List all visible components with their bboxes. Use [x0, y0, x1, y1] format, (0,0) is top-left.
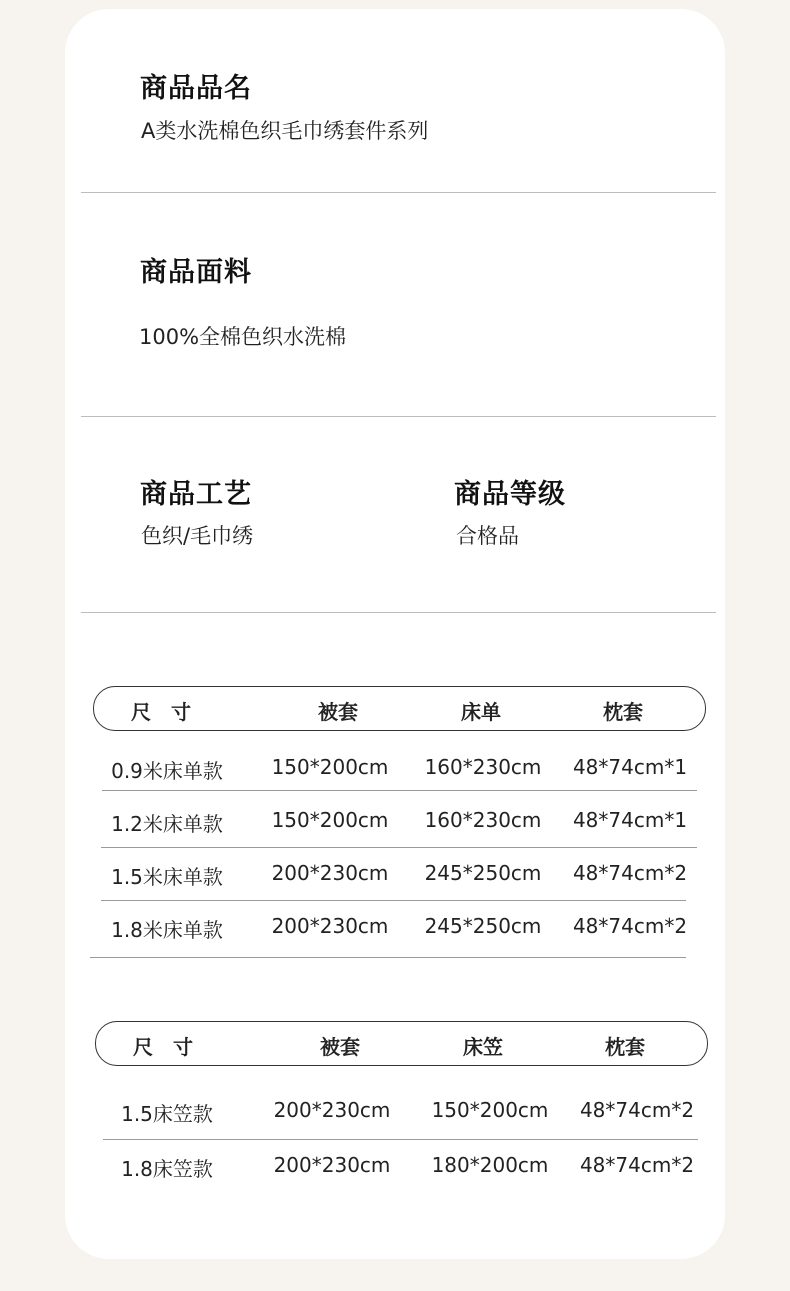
table2-header-fitted-sheet: 床笠 — [463, 1035, 503, 1059]
table1-header-size: 尺 寸 — [131, 700, 191, 724]
row-divider — [90, 957, 686, 958]
table2-header-duvet: 被套 — [320, 1035, 360, 1059]
product-name-heading: 商品品名 — [140, 73, 252, 104]
table-cell: 1.8床笠款 — [121, 1157, 213, 1181]
row-divider — [101, 900, 686, 901]
divider — [81, 612, 716, 613]
table-cell: 48*74cm*2 — [579, 1098, 695, 1122]
row-divider — [103, 1139, 698, 1140]
table-cell: 150*200cm — [271, 808, 389, 832]
table-cell: 150*200cm — [271, 755, 389, 779]
table1-header-sheet: 床单 — [461, 700, 501, 724]
table1-header-pillowcase: 枕套 — [603, 700, 643, 724]
product-info-card — [65, 9, 725, 1259]
table-cell: 48*74cm*2 — [572, 914, 688, 938]
table2-header-size: 尺 寸 — [133, 1035, 193, 1059]
product-name-value: A类水洗棉色织毛巾绣套件系列 — [141, 119, 429, 143]
craft-value: 色织/毛巾绣 — [141, 524, 254, 548]
table-cell: 150*200cm — [431, 1098, 549, 1122]
row-divider — [102, 790, 697, 791]
table-cell: 1.8米床单款 — [111, 918, 223, 942]
grade-heading: 商品等级 — [454, 479, 566, 510]
table-cell: 160*230cm — [424, 755, 542, 779]
table-cell: 0.9米床单款 — [111, 759, 223, 783]
table-cell: 200*230cm — [273, 1098, 391, 1122]
table-cell: 1.5米床单款 — [111, 865, 223, 889]
table-cell: 200*230cm — [271, 861, 389, 885]
table-cell: 48*74cm*1 — [572, 808, 688, 832]
table-cell: 160*230cm — [424, 808, 542, 832]
fabric-value: 100%全棉色织水洗棉 — [139, 325, 347, 349]
table1-header-duvet: 被套 — [318, 700, 358, 724]
craft-heading: 商品工艺 — [140, 479, 252, 510]
table-cell: 200*230cm — [273, 1153, 391, 1177]
fabric-heading: 商品面料 — [140, 257, 252, 288]
table-cell: 245*250cm — [424, 861, 542, 885]
table-cell: 1.2米床单款 — [111, 812, 223, 836]
table-cell: 48*74cm*2 — [579, 1153, 695, 1177]
table-cell: 48*74cm*2 — [572, 861, 688, 885]
grade-value: 合格品 — [456, 524, 519, 548]
table2-header-pillowcase: 枕套 — [605, 1035, 645, 1059]
table-cell: 1.5床笠款 — [121, 1102, 213, 1126]
divider — [81, 192, 716, 193]
table-cell: 245*250cm — [424, 914, 542, 938]
row-divider — [101, 847, 697, 848]
divider — [81, 416, 716, 417]
table-cell: 48*74cm*1 — [572, 755, 688, 779]
table-cell: 200*230cm — [271, 914, 389, 938]
table-cell: 180*200cm — [431, 1153, 549, 1177]
